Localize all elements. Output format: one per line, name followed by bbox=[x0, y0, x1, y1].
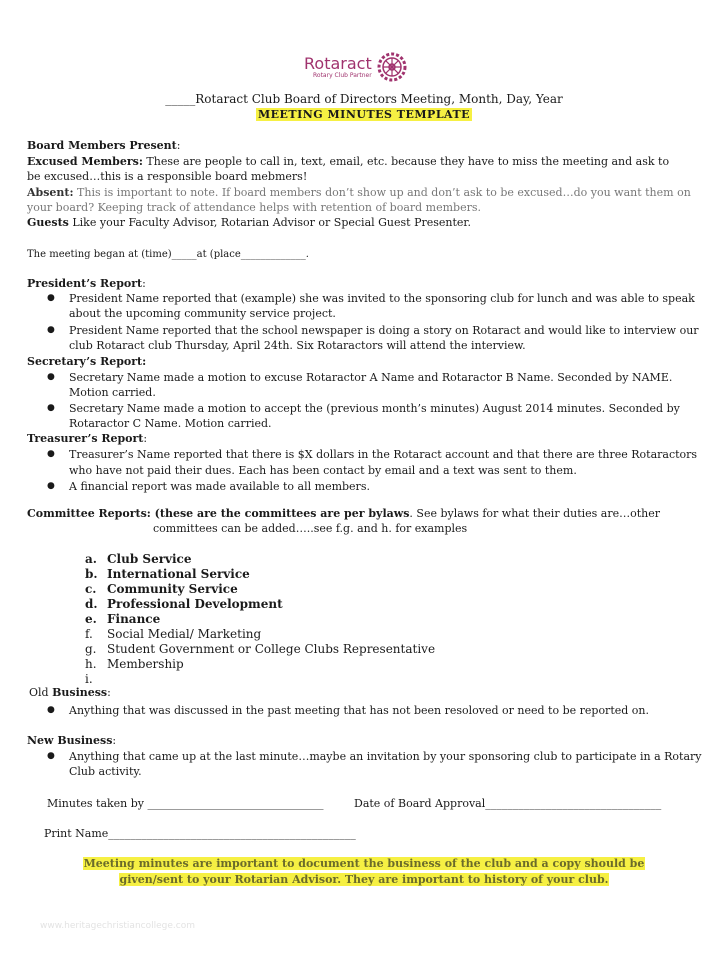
list-item-letter: i. bbox=[85, 672, 93, 686]
committee-list-item bbox=[85, 567, 250, 581]
committee-list-item bbox=[85, 627, 261, 641]
bullet-icon: ● bbox=[47, 293, 55, 303]
bullet-icon: ● bbox=[47, 325, 55, 335]
minutes-taken-field: Minutes taken by ________________________________ bbox=[47, 797, 324, 810]
new-business-heading: New Business: bbox=[27, 734, 117, 747]
committee-reports-line-1: Committee Reports: (these are the committees are per bylaws. See bylaws for what their duties are…other bbox=[27, 507, 661, 520]
committee-list-item bbox=[85, 657, 184, 671]
document-subtitle bbox=[0, 108, 728, 121]
board-members-present: Board Members Present: bbox=[27, 139, 181, 152]
list-item-letter: d. bbox=[85, 597, 98, 611]
bullet-icon: ● bbox=[47, 751, 55, 761]
meeting-began-line: The meeting began at (time)_____at (place_____________. bbox=[27, 249, 309, 260]
committee-list-item bbox=[85, 612, 160, 626]
list-item-name: Finance bbox=[107, 612, 161, 626]
guests-line: Guests Like your Faculty Advisor, Rotarian Advisor or Special Guest Presenter. bbox=[27, 216, 471, 229]
secretary-bullet-1-line-2: Motion carried. bbox=[69, 386, 156, 399]
list-item-letter: e. bbox=[85, 612, 97, 626]
secretary-bullet-2-line-2: Rotaractor C Name. Motion carried. bbox=[69, 417, 272, 430]
list-item-name: Social Medial/ Marketing bbox=[107, 627, 262, 641]
list-item-name: Student Government or College Clubs Representative bbox=[107, 642, 436, 656]
president-bullet-1-line-1: President Name reported that (example) she was invited to the sponsoring club for lunch and was able to speak bbox=[69, 292, 695, 305]
absent-label: Absent: bbox=[27, 186, 74, 199]
rotary-wheel-icon bbox=[375, 50, 409, 84]
treasurer-bullet-1-line-1: Treasurer’s Name reported that there is $X dollars in the Rotaract account and that there are three Rotaractors bbox=[69, 448, 698, 461]
list-item-letter: c. bbox=[85, 582, 97, 596]
bullet-icon: ● bbox=[47, 403, 55, 413]
treasurer-bullet-1-line-2: who have not paid their dues. Each has been contact by email and a text was sent to them. bbox=[69, 464, 577, 477]
treasurers-report-heading: Treasurer’s Report: bbox=[27, 432, 148, 445]
bullet-icon: ● bbox=[47, 372, 55, 382]
logo-subtitle: Rotary Club Partner bbox=[313, 72, 372, 79]
list-item-letter: a. bbox=[85, 552, 97, 566]
list-item-letter: b. bbox=[85, 567, 98, 581]
subtitle-highlight: MEETING MINUTES TEMPLATE bbox=[257, 108, 471, 121]
committee-list-item bbox=[85, 552, 192, 566]
footer-note-line-2: given/sent to your Rotarian Advisor. They are important to history of your club. bbox=[119, 873, 609, 886]
secretary-bullet-1-line-1: Secretary Name made a motion to excuse Rotaractor A Name and Rotaractor B Name. Seconded by NAME. bbox=[69, 371, 673, 384]
committee-list-item bbox=[85, 597, 283, 611]
committee-list-item bbox=[85, 582, 238, 596]
old-business-heading: Old Business: bbox=[29, 686, 111, 699]
president-bullet-1-line-2: about the upcoming community service project. bbox=[69, 307, 336, 320]
excused-label: Excused Members: bbox=[27, 155, 143, 168]
print-name-field: Print Name_____________________________________________ bbox=[44, 827, 356, 840]
absent-line-2: your board? Keeping track of attendance helps with retention of board members. bbox=[27, 201, 481, 214]
committee-list-item bbox=[85, 672, 107, 686]
presidents-report-heading: President’s Report: bbox=[27, 277, 146, 290]
watermark: www.heritagechristiancollege.com bbox=[40, 921, 195, 931]
footer-note-line-1: Meeting minutes are important to document the business of the club and a copy should be bbox=[83, 857, 645, 870]
president-bullet-2-line-2: club Rotaract club Thursday, April 24th. Six Rotaractors will attend the interview. bbox=[69, 339, 526, 352]
list-item-name: Club Service bbox=[107, 552, 192, 566]
document-title: _____Rotaract Club Board of Directors Meeting, Month, Day, Year bbox=[165, 92, 563, 106]
list-item-name: Professional Development bbox=[107, 597, 283, 611]
bullet-icon: ● bbox=[47, 705, 55, 715]
list-item-letter: h. bbox=[85, 657, 97, 671]
new-business-bullet-1-line-2: Club activity. bbox=[69, 765, 142, 778]
guests-label: Guests bbox=[27, 216, 69, 229]
list-item-name: International Service bbox=[107, 567, 250, 581]
bullet-icon: ● bbox=[47, 481, 55, 491]
treasurer-bullet-2-line-1: A financial report was made available to all members. bbox=[69, 480, 370, 493]
committee-list-item bbox=[85, 642, 435, 656]
new-business-bullet-1-line-1: Anything that came up at the last minute…maybe an invitation by your sponsoring club to participate in a Rotary bbox=[69, 750, 702, 763]
absent-line-1: Absent: This is important to note. If board members don’t show up and don’t ask to be excused…do you want them on bbox=[27, 186, 691, 199]
rotaract-logo bbox=[304, 50, 409, 84]
list-item-letter: f. bbox=[85, 627, 93, 641]
list-item-name: Community Service bbox=[107, 582, 238, 596]
list-item-letter: g. bbox=[85, 642, 97, 656]
old-business-bullet-1: Anything that was discussed in the past meeting that has not been resoloved or need to be reported on. bbox=[69, 704, 649, 717]
secretary-bullet-2-line-1: Secretary Name made a motion to accept the (previous month’s minutes) August 2014 minutes. Seconded by bbox=[69, 402, 680, 415]
logo-wordmark: Rotaract bbox=[304, 54, 372, 73]
excused-line-1: Excused Members: These are people to call in, text, email, etc. because they have to miss the meeting and ask to bbox=[27, 155, 670, 168]
date-approval-field: Date of Board Approval________________________________ bbox=[354, 797, 662, 810]
list-item-name: Membership bbox=[107, 657, 184, 671]
secretarys-report-heading: Secretary’s Report: bbox=[27, 355, 147, 368]
bullet-icon: ● bbox=[47, 449, 55, 459]
president-bullet-2-line-1: President Name reported that the school newspaper is doing a story on Rotaract and would like to interview our bbox=[69, 324, 699, 337]
excused-line-2: be excused…this is a responsible board mebmers! bbox=[27, 170, 308, 183]
committee-reports-line-2: committees can be added…..see f.g. and h. for examples bbox=[153, 522, 468, 535]
